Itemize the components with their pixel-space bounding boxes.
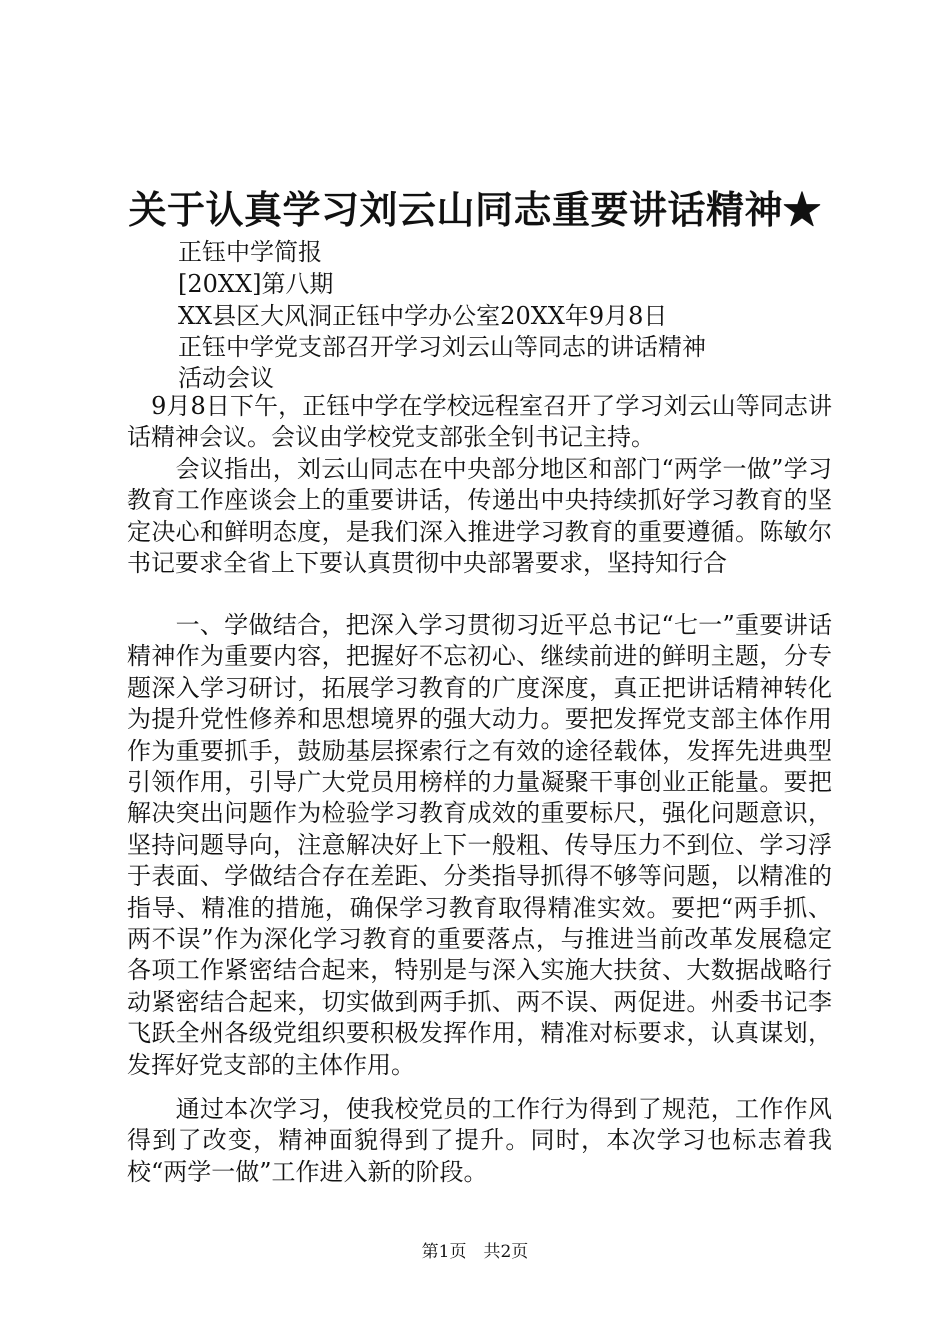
body-paragraph-1: 9月8日下午，正钰中学在学校远程室召开了学习刘云山等同志讲话精神会议。会议由学校党支部张全钊书记主持。 [127, 392, 832, 452]
brief-name: 正钰中学简报 [178, 238, 322, 266]
document-title: 关于认真学习刘云山同志重要讲话精神★ [128, 187, 822, 232]
body-paragraph-4: 通过本次学习，使我校党员的工作行为得到了规范，工作作风得到了改变，精神面貌得到了提升。同时，本次学习也标志着我校“两学一做”工作进入新的阶段。 [127, 1095, 832, 1186]
page-footer: 第1页 共2页 [421, 1242, 529, 1262]
body-paragraph-3: 一、学做结合，把深入学习贯彻习近平总书记“七一”重要讲话精神作为重要内容，把握好不忘初心、继续前进的鲜明主题，分专题深入学习研讨，拓展学习教育的广度深度，真正把讲话精神转化为提升党性修养和思想境界的强大动力。要把发挥党支部主体作用作为重要抓手，鼓励基层探索行之有效的途径载体，发挥先进典型引领作用，引导广大党员用榜样的力量凝聚干事创业正能量。要把解决突出问题作为检验学习教育成效的重要标尺，强化问题意识，坚持问题导向，注意解决好上下一般粗、传导压力不到位、学习浮于表面、学做结合存在差距、分类指导抓得不够等问题，以精准的指导、精准的措施，确保学习教育取得精准实效。要把“两手抓、两不误”作为深化学习教育的重要落点，与推进当前改革发展稳定各项工作紧密结合起来，特别是与深入实施大扶贫、大数据战略行动紧密结合起来，切实做到两手抓、两不误、两促进。州委书记李飞跃全州各级党组织要积极发挥作用，精准对标要求，认真谋划，发挥好党支部的主体作用。 [127, 611, 832, 1079]
headline-line-2: 活动会议 [178, 364, 274, 392]
headline-line-1: 正钰中学党支部召开学习刘云山等同志的讲话精神 [178, 333, 706, 361]
body-paragraph-2: 会议指出，刘云山同志在中央部分地区和部门“两学一做”学习教育工作座谈会上的重要讲话，传递出中央持续抓好学习教育的坚定决心和鲜明态度，是我们深入推进学习教育的重要遵循。陈敏尔书记要求全省上下要认真贯彻中央部署要求，坚持知行合 [127, 455, 832, 578]
issue-number: [20XX]第八期 [178, 270, 334, 298]
office-date-line: XX县区大风洞正钰中学办公室20XX年9月8日 [178, 302, 668, 330]
